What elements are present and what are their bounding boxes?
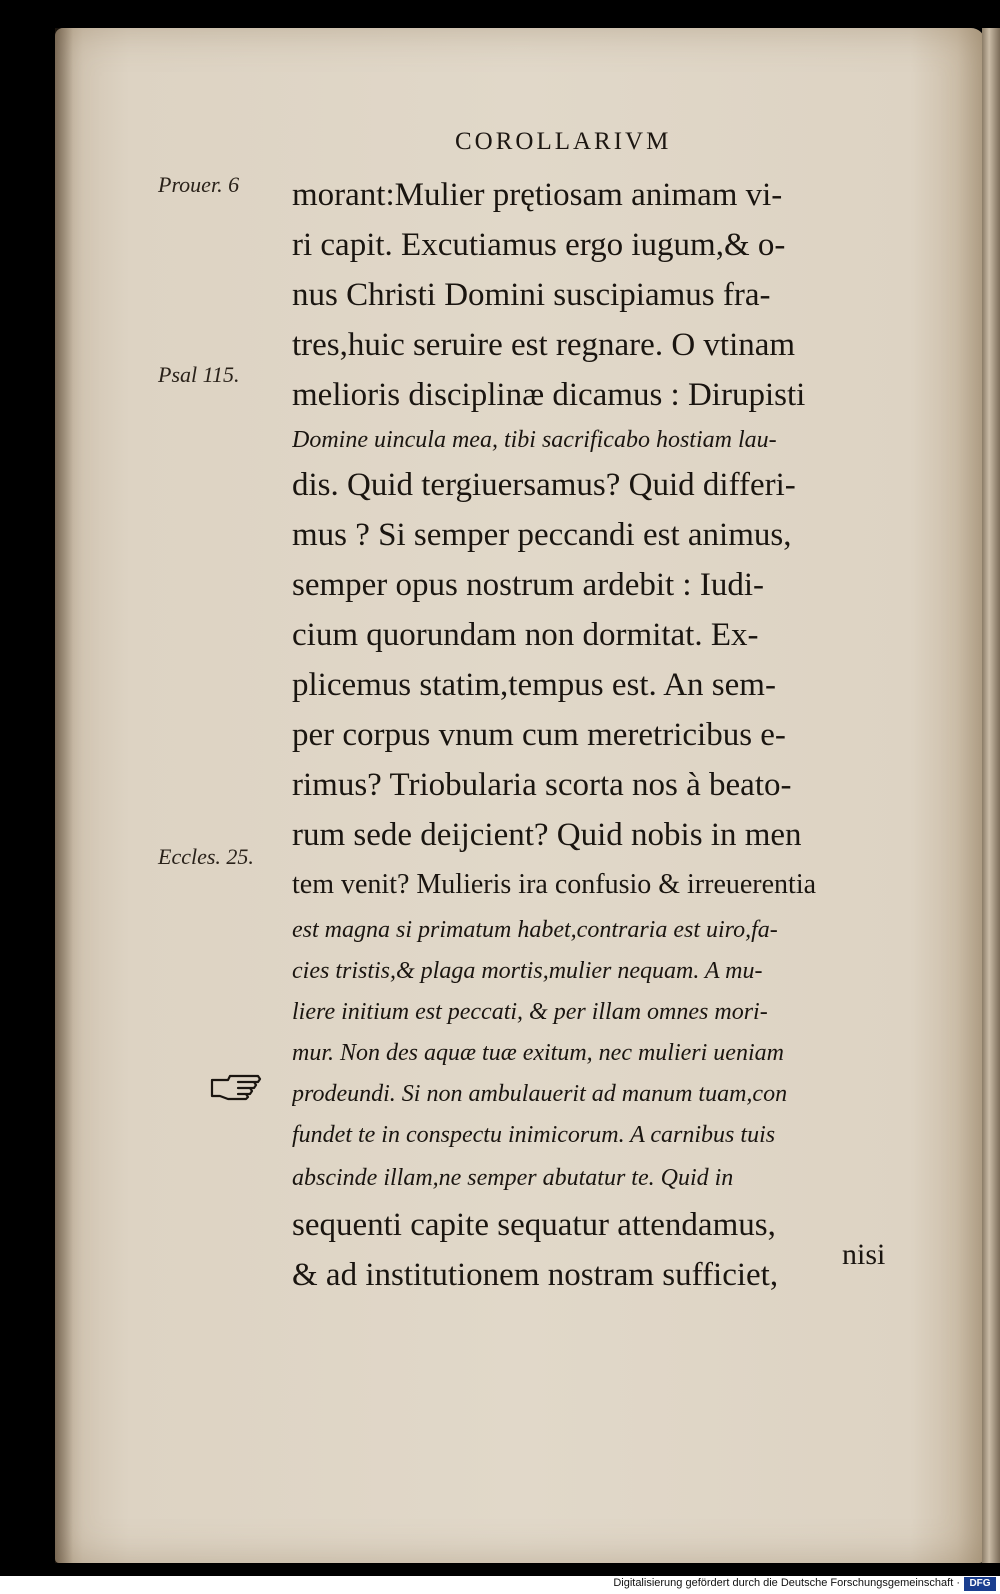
body-text: [292, 170, 912, 1300]
running-head: COROLLARIVM: [455, 128, 672, 155]
text-line: per corpus vnum cum meretricibus e-: [292, 717, 786, 753]
text-line: fundet te in conspectu inimicorum. A carnibus tuis: [292, 1122, 776, 1148]
text-line: plicemus statim,tempus est. An sem-: [292, 667, 776, 703]
page-gutter-shadow: [55, 28, 73, 1563]
text-line: est magna si primatum habet,contraria est uiro,fa-: [292, 917, 778, 943]
text-line: Domine uincula mea, tibi sacrificabo hostiam lau-: [292, 427, 777, 453]
text-line: ri capit. Excutiamus ergo iugum,& o-: [292, 227, 786, 263]
text-line: tres,huic seruire est regnare. O vtinam: [292, 327, 796, 363]
margin-note-ecclesiasticus: Eccles. 25.: [158, 844, 254, 869]
text-line: tem venit? Mulieris ira confusio & irreuerentia: [292, 869, 817, 900]
text-line: nus Christi Domini suscipiamus fra-: [292, 277, 771, 313]
text-line: melioris disciplinæ dicamus : Dirupisti: [292, 377, 806, 413]
text-line: morant:Mulier prętiosam animam vi-: [292, 177, 783, 213]
text-line: abscinde illam,ne semper abutatur te. Quid in: [292, 1165, 734, 1191]
footer-bar: [0, 1576, 1000, 1594]
page-edge: [982, 28, 1000, 1563]
text-line: mur. Non des aquæ tuæ exitum, nec mulieri ueniam: [292, 1040, 784, 1066]
margin-note-proverbs: Prouer. 6: [158, 172, 240, 197]
text-line: cies tristis,& plaga mortis,mulier nequam. A mu-: [292, 958, 763, 984]
text-line: dis. Quid tergiuersamus? Quid differi-: [292, 467, 796, 503]
catchword: nisi: [842, 1238, 886, 1271]
text-line: sequenti capite sequatur attendamus,: [292, 1207, 776, 1243]
footer-credit: Digitalisierung gefördert durch die Deutsche Forschungsgemeinschaft ·: [613, 1577, 960, 1589]
text-line: cium quorundam non dormitat. Ex-: [292, 617, 759, 653]
text-line: rimus? Triobularia scorta nos à beato-: [292, 767, 792, 803]
text-line: mus ? Si semper peccandi est animus,: [292, 517, 792, 553]
text-line: & ad institutionem nostram sufficiet,: [292, 1257, 779, 1293]
text-line: liere initium est peccati, & per illam omnes mori-: [292, 999, 768, 1025]
text-line: prodeundi. Si non ambulauerit ad manum tuam,con: [292, 1081, 788, 1107]
text-line: semper opus nostrum ardebit : Iudi-: [292, 567, 764, 603]
margin-note-psalm: Psal 115.: [158, 362, 240, 387]
pointing-hand-icon: [208, 1070, 264, 1102]
text-line: rum sede deijcient? Quid nobis in men: [292, 817, 802, 853]
dfg-logo: DFG: [964, 1577, 996, 1591]
